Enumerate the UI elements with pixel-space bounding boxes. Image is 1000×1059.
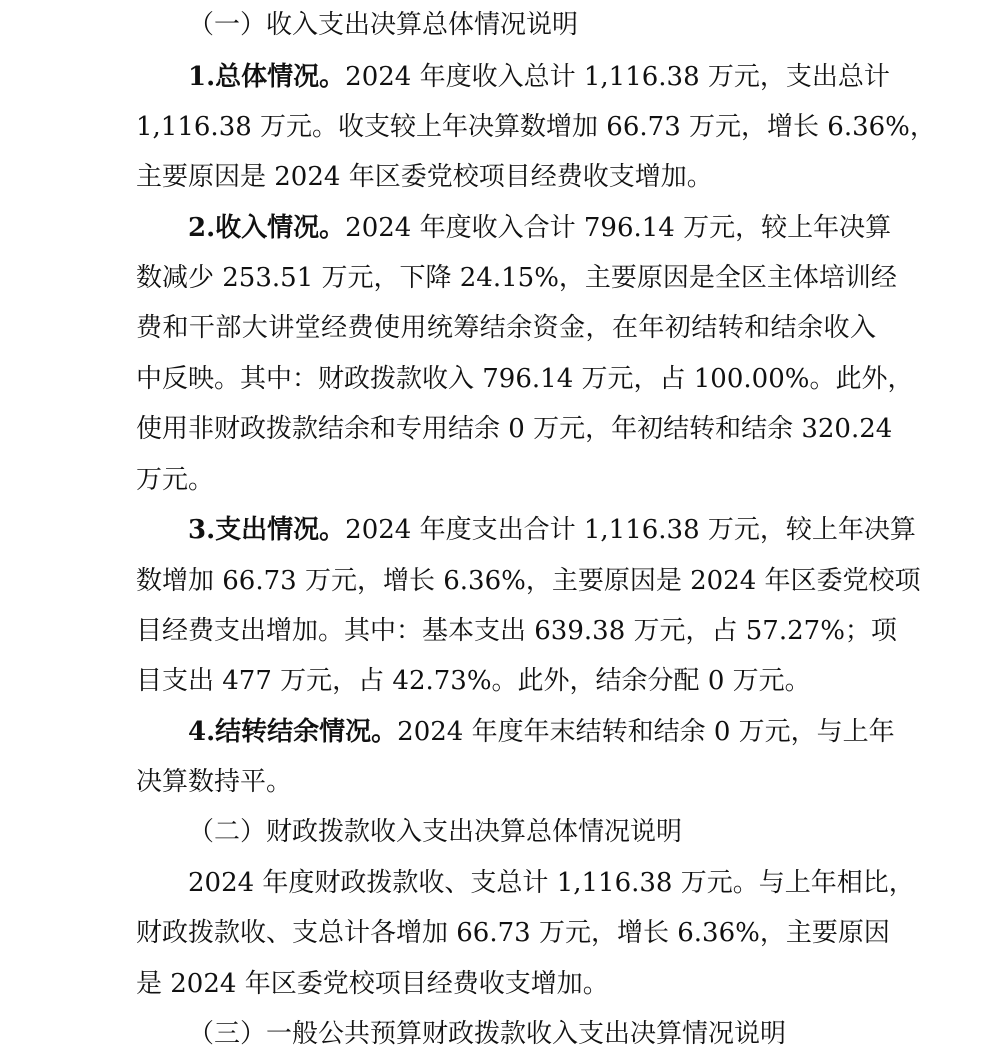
paragraph-text: 2024 年度收入总计 1,116.38 万元，支出总计 — [345, 62, 890, 92]
paragraph-line: 数减少 253.51 万元，下降 24.15%，主要原因是全区主体培训经 — [136, 263, 897, 293]
paragraph-line: 决算数持平。 — [136, 767, 293, 797]
paragraph-line: 中反映。其中：财政拨款收入 796.14 万元，占 100.00%。此外， — [136, 364, 914, 394]
section-heading: （一）收入支出决算总体情况说明 — [188, 10, 579, 40]
paragraph-lead: 3.支出情况。 — [188, 515, 346, 545]
paragraph-line: 目经费支出增加。其中：基本支出 639.38 万元，占 57.27%；项 — [136, 616, 897, 646]
paragraph-text: 2024 年度年末结转和结余 0 万元，与上年 — [397, 717, 895, 747]
paragraph-line: 是 2024 年区委党校项目经费收支增加。 — [136, 969, 609, 999]
section-heading: （三）一般公共预算财政拨款收入支出决算情况说明 — [188, 1019, 787, 1049]
paragraph-line: 数增加 66.73 万元，增长 6.36%，主要原因是 2024 年区委党校项 — [136, 566, 921, 596]
paragraph-line: 万元。 — [136, 465, 215, 495]
paragraph-line — [188, 208, 892, 248]
paragraph-lead: 2.收入情况。 — [188, 213, 346, 243]
paragraph-line — [188, 510, 916, 550]
paragraph-line: 费和干部大讲堂经费使用统筹结余资金，在年初结转和结余收入 — [136, 313, 876, 343]
paragraph-line: 1,116.38 万元。收支较上年决算数增加 66.73 万元，增长 6.36%， — [136, 112, 936, 142]
paragraph-line: 目支出 477 万元，占 42.73%。此外，结余分配 0 万元。 — [136, 666, 811, 696]
paragraph-line — [188, 712, 895, 752]
paragraph-line: 使用非财政拨款结余和专用结余 0 万元，年初结转和结余 320.24 — [136, 414, 893, 444]
paragraph-text: 2024 年度支出合计 1,116.38 万元，较上年决算 — [345, 515, 916, 545]
paragraph-line — [188, 57, 890, 97]
paragraph-lead: 1.总体情况。 — [188, 62, 346, 92]
paragraph-text: 2024 年度收入合计 796.14 万元，较上年决算 — [345, 213, 892, 243]
section-heading: （二）财政拨款收入支出决算总体情况说明 — [188, 817, 683, 847]
paragraph-lead: 4.结转结余情况。 — [188, 717, 398, 747]
paragraph-line: 主要原因是 2024 年区委党校项目经费收支增加。 — [136, 162, 713, 192]
paragraph-line: 财政拨款收、支总计各增加 66.73 万元，增长 6.36%，主要原因 — [136, 918, 890, 948]
paragraph-line: 2024 年度财政拨款收、支总计 1,116.38 万元。与上年相比， — [188, 868, 915, 898]
